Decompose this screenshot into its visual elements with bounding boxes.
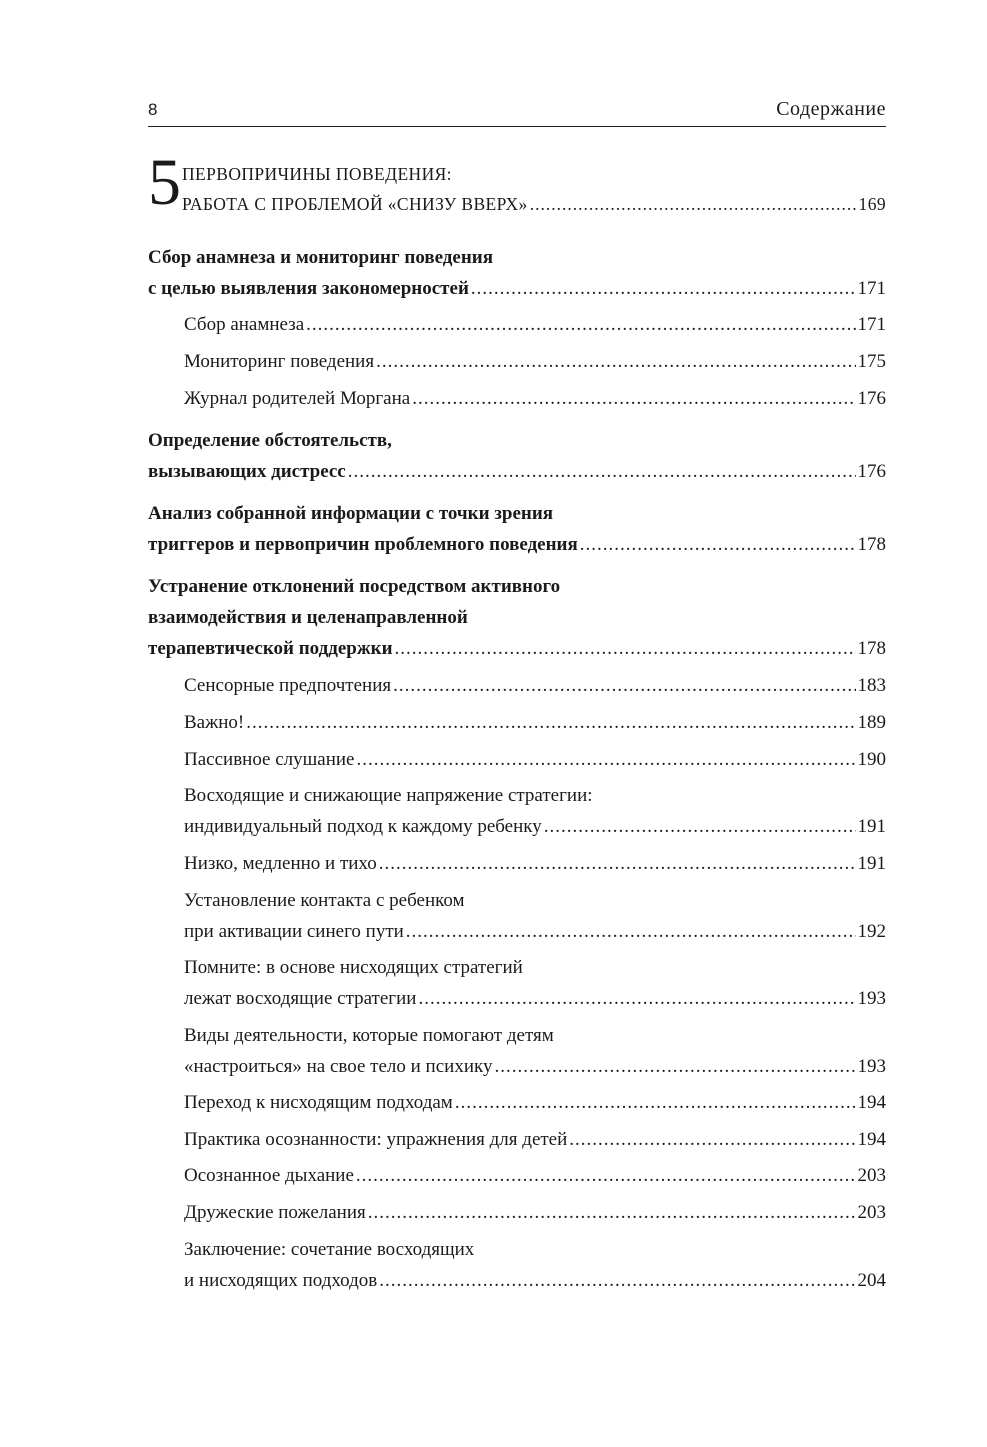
toc-entry-distress [148, 425, 886, 487]
entry-text: «настроиться» на свое тело и психику [184, 1056, 493, 1077]
toc-entry-listening [184, 744, 886, 775]
chapter-title-line-2 [182, 194, 886, 215]
entry-page: 203 [857, 1202, 886, 1223]
entry-page: 203 [857, 1165, 886, 1186]
entry-page: 190 [857, 749, 886, 770]
entry-page: 171 [857, 278, 886, 299]
entry-text: Сенсорные предпочтения [184, 675, 392, 696]
entry-text: взаимодействия и целенаправленной [148, 607, 468, 628]
entry-text: Восходящие и снижающие напряжение стратегии: [184, 785, 593, 806]
page-header [148, 96, 886, 127]
toc-entry-history [184, 309, 886, 340]
dot-leader [412, 383, 855, 414]
dot-leader [368, 1197, 856, 1228]
dot-leader [246, 707, 855, 738]
chapter-page: 169 [858, 194, 886, 214]
toc-entry-contact [184, 885, 886, 947]
entry-text: лежат восходящие стратегии [184, 988, 417, 1009]
entry-text: при активации синего пути [184, 921, 404, 942]
dot-leader [376, 346, 855, 377]
entry-text: Помните: в основе нисходящих стратегий [184, 957, 523, 978]
dot-leader [494, 1051, 855, 1082]
entry-text: Осознанное дыхание [184, 1165, 354, 1186]
running-title: Содержание [776, 98, 886, 120]
dot-leader [471, 273, 856, 304]
toc-entry-strategies [184, 780, 886, 842]
toc-entry-remember [184, 952, 886, 1014]
entry-text: Дружеские пожелания [184, 1202, 366, 1223]
dot-leader [379, 1265, 855, 1296]
entry-text: Важно! [184, 712, 245, 733]
dot-leader [348, 456, 856, 487]
entry-text: Пассивное слушание [184, 749, 355, 770]
dot-leader [569, 1124, 855, 1155]
chapter-title-line-1: ПЕРВОПРИЧИНЫ ПОВЕДЕНИЯ: [182, 164, 452, 184]
dot-leader [418, 983, 855, 1014]
entry-text: Установление контакта с ребенком [184, 890, 465, 911]
toc-entry-low-slow-quiet [184, 848, 886, 879]
dot-leader [393, 670, 855, 701]
entry-page: 192 [857, 921, 886, 942]
dot-leader [357, 744, 856, 775]
entry-page: 189 [857, 712, 886, 733]
chapter-title-text: РАБОТА С ПРОБЛЕМОЙ «СНИЗУ ВВЕРХ» [182, 194, 528, 214]
entry-text: вызывающих дистресс [148, 461, 346, 482]
dot-leader [306, 309, 855, 340]
toc-entry-history-monitoring [148, 242, 886, 304]
dot-leader [580, 529, 856, 560]
entry-text: и нисходящих подходов [184, 1270, 378, 1291]
chapter-number: 5 [148, 146, 181, 219]
entry-text: Сбор анамнеза и мониторинг поведения [148, 247, 494, 268]
toc-entry-breathing [184, 1160, 886, 1191]
entry-page: 175 [857, 351, 886, 372]
dot-leader [395, 633, 856, 664]
entry-page: 193 [857, 1056, 886, 1077]
dot-leader [544, 811, 856, 842]
entry-text: Журнал родителей Моргана [184, 388, 411, 409]
entry-page: 204 [857, 1270, 886, 1291]
entry-text: индивидуальный подход к каждому ребенку [184, 816, 542, 837]
toc-entry-monitoring [184, 346, 886, 377]
toc-entry-sensory [184, 670, 886, 701]
toc-entry-important [184, 707, 886, 738]
dot-leader [455, 1087, 856, 1118]
toc-entry-journal [184, 383, 886, 414]
entry-text: терапевтической поддержки [148, 638, 393, 659]
entry-text: Переход к нисходящим подходам [184, 1092, 453, 1113]
entry-text: Заключение: сочетание восходящих [184, 1239, 475, 1260]
entry-text: Практика осознанности: упражнения для детей [184, 1129, 568, 1150]
entry-page: 178 [857, 638, 886, 659]
entry-text: Устранение отклонений посредством активного [148, 576, 561, 597]
toc-entry-conclusion [184, 1234, 886, 1296]
toc-entry-wishes [184, 1197, 886, 1228]
dot-leader [379, 848, 856, 879]
toc-entry-activities [184, 1020, 886, 1082]
entry-text: Низко, медленно и тихо [184, 853, 377, 874]
entry-text: с целью выявления закономерностей [148, 278, 469, 299]
entry-page: 191 [857, 816, 886, 837]
entry-text: Мониторинг поведения [184, 351, 375, 372]
toc-entry-analysis [148, 498, 886, 560]
entry-text: Виды деятельности, которые помогают детям [184, 1025, 554, 1046]
dot-leader [356, 1160, 856, 1191]
entry-page: 178 [857, 534, 886, 555]
entry-page: 176 [857, 461, 886, 482]
entry-text: Определение обстоятельств, [148, 430, 392, 451]
page-number: 8 [148, 100, 158, 119]
entry-text: триггеров и первопричин проблемного поведения [148, 534, 578, 555]
dot-leader [530, 194, 857, 215]
entry-page: 193 [857, 988, 886, 1009]
toc-entry-transition [184, 1087, 886, 1118]
dot-leader [406, 916, 856, 947]
toc-entry-mindfulness [184, 1124, 886, 1155]
entry-page: 194 [857, 1092, 886, 1113]
entry-page: 194 [857, 1129, 886, 1150]
entry-page: 176 [857, 388, 886, 409]
entry-page: 171 [857, 314, 886, 335]
toc-entry-correction [148, 571, 886, 664]
entry-page: 183 [857, 675, 886, 696]
entry-text: Сбор анамнеза [184, 314, 305, 335]
entry-text: Анализ собранной информации с точки зрения [148, 503, 554, 524]
entry-page: 191 [857, 853, 886, 874]
chapter-heading [148, 146, 886, 219]
